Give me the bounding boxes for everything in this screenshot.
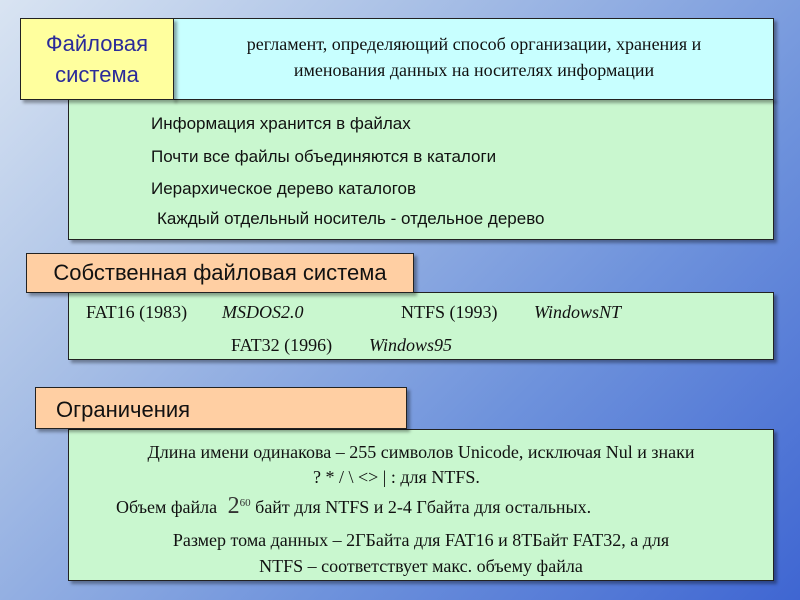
volume-size-line-1: Размер тома данных – 2ГБайта для FAT16 и 8ТБайт FAT32, а для bbox=[172, 530, 670, 550]
definition-panel bbox=[172, 18, 774, 100]
fact-1: Информация хранится в файлах bbox=[151, 114, 411, 133]
limits-heading-box bbox=[35, 387, 407, 429]
own-fs-heading-box bbox=[26, 253, 414, 293]
term-line-1: Файловая bbox=[45, 31, 149, 56]
fact-3: Иерархическое дерево каталогов bbox=[151, 179, 417, 198]
term-line-2: система bbox=[55, 62, 139, 87]
file-size-suffix: байт для NTFS и 2-4 Гбайта для остальных. bbox=[255, 497, 592, 517]
definition-line-1: регламент, определяющий способ организации, хранения и bbox=[246, 34, 702, 54]
name-length-line-1: Длина имени одинакова – 255 символов Unicode, исключая Nul и знаки bbox=[147, 442, 695, 462]
fat32-os: Windows95 bbox=[369, 335, 453, 355]
ntfs-label: NTFS (1993) bbox=[401, 302, 498, 322]
volume-size-line-2: NTFS – соответствует макс. объему файла bbox=[259, 556, 583, 576]
file-size-prefix: Объем файла bbox=[116, 497, 222, 517]
fat32-label: FAT32 (1996) bbox=[231, 335, 333, 355]
term-box bbox=[20, 18, 174, 100]
file-size-line bbox=[116, 493, 591, 520]
file-size-base: 2 bbox=[227, 493, 240, 519]
file-size-exponent: 60 bbox=[239, 497, 251, 509]
fact-2: Почти все файлы объединяются в каталоги bbox=[151, 147, 497, 166]
limits-heading: Ограничения bbox=[56, 397, 191, 422]
fat16-os: MSDOS2.0 bbox=[222, 302, 304, 322]
ntfs-os: WindowsNT bbox=[534, 302, 622, 322]
fat16-label: FAT16 (1983) bbox=[86, 302, 188, 322]
name-length-line-2: ? * / \ <> | : для NTFS. bbox=[313, 467, 480, 487]
fact-4: Каждый отдельный носитель - отдельное дерево bbox=[157, 209, 545, 228]
own-fs-heading: Собственная файловая система bbox=[53, 260, 387, 285]
definition-line-2: именования данных на носителях информации bbox=[293, 60, 655, 80]
